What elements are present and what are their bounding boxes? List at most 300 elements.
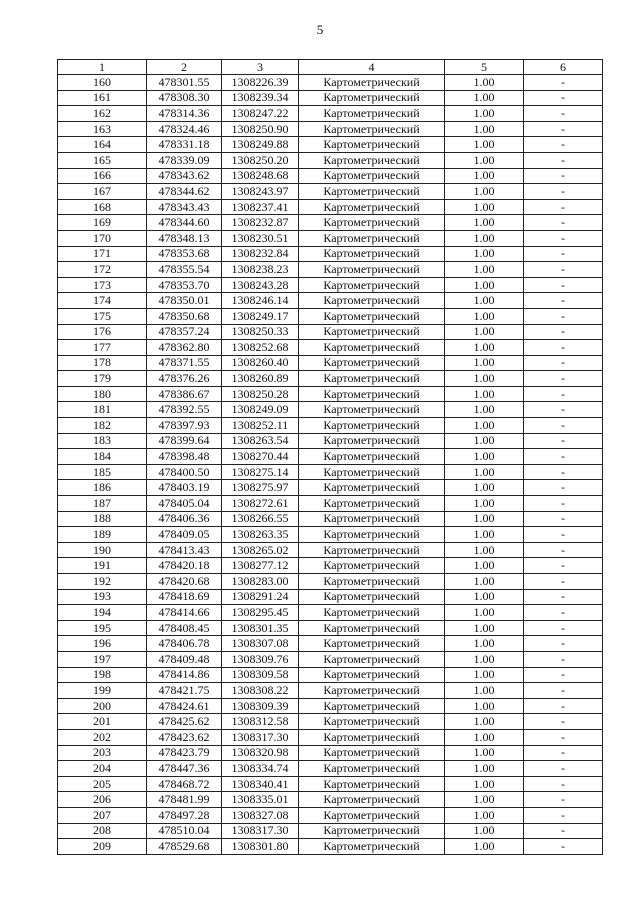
note-cell: - [524, 527, 603, 543]
point-number-cell: 191 [58, 558, 147, 574]
x-coordinate-cell: 478308.30 [147, 90, 222, 106]
point-number-cell: 206 [58, 792, 147, 808]
x-coordinate-cell: 478324.46 [147, 121, 222, 137]
accuracy-cell: 1.00 [445, 745, 524, 761]
note-cell: - [524, 168, 603, 184]
accuracy-cell: 1.00 [445, 792, 524, 808]
note-cell: - [524, 152, 603, 168]
point-number-cell: 207 [58, 807, 147, 823]
note-cell: - [524, 230, 603, 246]
method-cell: Картометрический [299, 839, 445, 855]
point-number-cell: 189 [58, 527, 147, 543]
method-cell: Картометрический [299, 589, 445, 605]
y-coordinate-cell: 1308320.98 [222, 745, 299, 761]
x-coordinate-cell: 478423.79 [147, 745, 222, 761]
point-number-cell: 180 [58, 386, 147, 402]
table-row [58, 683, 603, 699]
table-row [58, 496, 603, 512]
column-header: 2 [147, 60, 222, 75]
note-cell: - [524, 90, 603, 106]
method-cell: Картометрический [299, 745, 445, 761]
note-cell: - [524, 558, 603, 574]
table-row [58, 90, 603, 106]
accuracy-cell: 1.00 [445, 386, 524, 402]
point-number-cell: 177 [58, 340, 147, 356]
table-row [58, 262, 603, 278]
x-coordinate-cell: 478343.43 [147, 199, 222, 215]
point-number-cell: 175 [58, 308, 147, 324]
method-cell: Картометрический [299, 574, 445, 590]
y-coordinate-cell: 1308307.08 [222, 636, 299, 652]
method-cell: Картометрический [299, 168, 445, 184]
method-cell: Картометрический [299, 761, 445, 777]
point-number-cell: 179 [58, 371, 147, 387]
method-cell: Картометрический [299, 823, 445, 839]
accuracy-cell: 1.00 [445, 651, 524, 667]
accuracy-cell: 1.00 [445, 75, 524, 91]
point-number-cell: 186 [58, 480, 147, 496]
y-coordinate-cell: 1308226.39 [222, 75, 299, 91]
method-cell: Картометрический [299, 542, 445, 558]
method-cell: Картометрический [299, 792, 445, 808]
y-coordinate-cell: 1308243.97 [222, 184, 299, 200]
note-cell: - [524, 698, 603, 714]
y-coordinate-cell: 1308247.22 [222, 106, 299, 122]
table-row [58, 776, 603, 792]
method-cell: Картометрический [299, 807, 445, 823]
note-cell: - [524, 246, 603, 262]
y-coordinate-cell: 1308309.76 [222, 651, 299, 667]
note-cell: - [524, 137, 603, 153]
x-coordinate-cell: 478350.68 [147, 308, 222, 324]
y-coordinate-cell: 1308308.22 [222, 683, 299, 699]
table-row [58, 371, 603, 387]
accuracy-cell: 1.00 [445, 355, 524, 371]
y-coordinate-cell: 1308277.12 [222, 558, 299, 574]
accuracy-cell: 1.00 [445, 168, 524, 184]
accuracy-cell: 1.00 [445, 574, 524, 590]
table-row [58, 620, 603, 636]
accuracy-cell: 1.00 [445, 698, 524, 714]
point-number-cell: 183 [58, 433, 147, 449]
table-row [58, 152, 603, 168]
accuracy-cell: 1.00 [445, 636, 524, 652]
y-coordinate-cell: 1308248.68 [222, 168, 299, 184]
x-coordinate-cell: 478468.72 [147, 776, 222, 792]
y-coordinate-cell: 1308260.40 [222, 355, 299, 371]
note-cell: - [524, 636, 603, 652]
method-cell: Картометрический [299, 75, 445, 91]
y-coordinate-cell: 1308291.24 [222, 589, 299, 605]
point-number-cell: 192 [58, 574, 147, 590]
note-cell: - [524, 714, 603, 730]
accuracy-cell: 1.00 [445, 293, 524, 309]
method-cell: Картометрический [299, 230, 445, 246]
y-coordinate-cell: 1308309.58 [222, 667, 299, 683]
method-cell: Картометрический [299, 620, 445, 636]
note-cell: - [524, 121, 603, 137]
page-number: 5 [316, 22, 324, 37]
point-number-cell: 188 [58, 511, 147, 527]
table-row [58, 277, 603, 293]
note-cell: - [524, 418, 603, 434]
y-coordinate-cell: 1308250.20 [222, 152, 299, 168]
accuracy-cell: 1.00 [445, 776, 524, 792]
note-cell: - [524, 277, 603, 293]
y-coordinate-cell: 1308317.30 [222, 729, 299, 745]
note-cell: - [524, 729, 603, 745]
note-cell: - [524, 449, 603, 465]
point-number-cell: 197 [58, 651, 147, 667]
point-number-cell: 201 [58, 714, 147, 730]
coordinates-table [57, 59, 603, 855]
point-number-cell: 173 [58, 277, 147, 293]
accuracy-cell: 1.00 [445, 121, 524, 137]
table-row [58, 714, 603, 730]
table-row [58, 418, 603, 434]
method-cell: Картометрический [299, 667, 445, 683]
y-coordinate-cell: 1308252.68 [222, 340, 299, 356]
point-number-cell: 162 [58, 106, 147, 122]
y-coordinate-cell: 1308301.35 [222, 620, 299, 636]
y-coordinate-cell: 1308327.08 [222, 807, 299, 823]
x-coordinate-cell: 478386.67 [147, 386, 222, 402]
accuracy-cell: 1.00 [445, 605, 524, 621]
point-number-cell: 181 [58, 402, 147, 418]
accuracy-cell: 1.00 [445, 823, 524, 839]
method-cell: Картометрический [299, 246, 445, 262]
note-cell: - [524, 355, 603, 371]
table-row [58, 792, 603, 808]
accuracy-cell: 1.00 [445, 106, 524, 122]
method-cell: Картометрический [299, 355, 445, 371]
y-coordinate-cell: 1308340.41 [222, 776, 299, 792]
y-coordinate-cell: 1308275.97 [222, 480, 299, 496]
note-cell: - [524, 199, 603, 215]
x-coordinate-cell: 478420.68 [147, 574, 222, 590]
point-number-cell: 204 [58, 761, 147, 777]
x-coordinate-cell: 478510.04 [147, 823, 222, 839]
point-number-cell: 196 [58, 636, 147, 652]
method-cell: Картометрический [299, 729, 445, 745]
method-cell: Картометрический [299, 137, 445, 153]
point-number-cell: 185 [58, 464, 147, 480]
method-cell: Картометрический [299, 480, 445, 496]
point-number-cell: 198 [58, 667, 147, 683]
method-cell: Картометрический [299, 152, 445, 168]
note-cell: - [524, 386, 603, 402]
accuracy-cell: 1.00 [445, 215, 524, 231]
x-coordinate-cell: 478343.62 [147, 168, 222, 184]
table-row [58, 807, 603, 823]
accuracy-cell: 1.00 [445, 464, 524, 480]
table-row [58, 667, 603, 683]
method-cell: Картометрический [299, 558, 445, 574]
x-coordinate-cell: 478400.50 [147, 464, 222, 480]
x-coordinate-cell: 478339.09 [147, 152, 222, 168]
table-row [58, 527, 603, 543]
accuracy-cell: 1.00 [445, 246, 524, 262]
note-cell: - [524, 293, 603, 309]
point-number-cell: 195 [58, 620, 147, 636]
x-coordinate-cell: 478301.55 [147, 75, 222, 91]
y-coordinate-cell: 1308238.23 [222, 262, 299, 278]
accuracy-cell: 1.00 [445, 667, 524, 683]
note-cell: - [524, 792, 603, 808]
accuracy-cell: 1.00 [445, 449, 524, 465]
note-cell: - [524, 605, 603, 621]
method-cell: Картометрический [299, 215, 445, 231]
table-row [58, 605, 603, 621]
point-number-cell: 199 [58, 683, 147, 699]
method-cell: Картометрический [299, 651, 445, 667]
accuracy-cell: 1.00 [445, 418, 524, 434]
point-number-cell: 182 [58, 418, 147, 434]
x-coordinate-cell: 478398.48 [147, 449, 222, 465]
method-cell: Картометрический [299, 293, 445, 309]
x-coordinate-cell: 478409.05 [147, 527, 222, 543]
x-coordinate-cell: 478403.19 [147, 480, 222, 496]
y-coordinate-cell: 1308232.84 [222, 246, 299, 262]
y-coordinate-cell: 1308301.80 [222, 839, 299, 855]
note-cell: - [524, 308, 603, 324]
column-header: 1 [58, 60, 147, 75]
point-number-cell: 169 [58, 215, 147, 231]
table-row [58, 651, 603, 667]
y-coordinate-cell: 1308250.33 [222, 324, 299, 340]
table-row [58, 542, 603, 558]
accuracy-cell: 1.00 [445, 262, 524, 278]
table-row [58, 308, 603, 324]
note-cell: - [524, 433, 603, 449]
method-cell: Картометрический [299, 683, 445, 699]
table-body [58, 75, 603, 855]
point-number-cell: 176 [58, 324, 147, 340]
note-cell: - [524, 371, 603, 387]
method-cell: Картометрический [299, 433, 445, 449]
note-cell: - [524, 215, 603, 231]
column-header: 4 [299, 60, 445, 75]
method-cell: Картометрический [299, 199, 445, 215]
note-cell: - [524, 184, 603, 200]
table-row [58, 199, 603, 215]
method-cell: Картометрический [299, 449, 445, 465]
table-header-row [58, 60, 603, 75]
point-number-cell: 187 [58, 496, 147, 512]
method-cell: Картометрический [299, 340, 445, 356]
table-row [58, 75, 603, 91]
y-coordinate-cell: 1308237.41 [222, 199, 299, 215]
x-coordinate-cell: 478348.13 [147, 230, 222, 246]
table-row [58, 168, 603, 184]
y-coordinate-cell: 1308334.74 [222, 761, 299, 777]
method-cell: Картометрический [299, 184, 445, 200]
accuracy-cell: 1.00 [445, 340, 524, 356]
method-cell: Картометрический [299, 464, 445, 480]
table-row [58, 745, 603, 761]
method-cell: Картометрический [299, 527, 445, 543]
point-number-cell: 178 [58, 355, 147, 371]
table-row [58, 574, 603, 590]
note-cell: - [524, 324, 603, 340]
accuracy-cell: 1.00 [445, 277, 524, 293]
y-coordinate-cell: 1308283.00 [222, 574, 299, 590]
y-coordinate-cell: 1308239.34 [222, 90, 299, 106]
point-number-cell: 174 [58, 293, 147, 309]
note-cell: - [524, 776, 603, 792]
accuracy-cell: 1.00 [445, 90, 524, 106]
method-cell: Картометрический [299, 714, 445, 730]
y-coordinate-cell: 1308249.88 [222, 137, 299, 153]
x-coordinate-cell: 478397.93 [147, 418, 222, 434]
point-number-cell: 208 [58, 823, 147, 839]
accuracy-cell: 1.00 [445, 558, 524, 574]
accuracy-cell: 1.00 [445, 714, 524, 730]
note-cell: - [524, 496, 603, 512]
table-row [58, 761, 603, 777]
x-coordinate-cell: 478406.78 [147, 636, 222, 652]
point-number-cell: 170 [58, 230, 147, 246]
table-row [58, 823, 603, 839]
x-coordinate-cell: 478420.18 [147, 558, 222, 574]
point-number-cell: 161 [58, 90, 147, 106]
note-cell: - [524, 574, 603, 590]
y-coordinate-cell: 1308312.58 [222, 714, 299, 730]
method-cell: Картометрический [299, 636, 445, 652]
table-row [58, 184, 603, 200]
note-cell: - [524, 651, 603, 667]
point-number-cell: 209 [58, 839, 147, 855]
y-coordinate-cell: 1308265.02 [222, 542, 299, 558]
table-row [58, 636, 603, 652]
y-coordinate-cell: 1308263.35 [222, 527, 299, 543]
table-row [58, 386, 603, 402]
table-row [58, 230, 603, 246]
table-row [58, 433, 603, 449]
note-cell: - [524, 464, 603, 480]
table-row [58, 839, 603, 855]
method-cell: Картометрический [299, 496, 445, 512]
accuracy-cell: 1.00 [445, 184, 524, 200]
accuracy-cell: 1.00 [445, 308, 524, 324]
table-row [58, 324, 603, 340]
table-row [58, 511, 603, 527]
table-row [58, 121, 603, 137]
method-cell: Картометрический [299, 402, 445, 418]
x-coordinate-cell: 478314.36 [147, 106, 222, 122]
point-number-cell: 160 [58, 75, 147, 91]
x-coordinate-cell: 478406.36 [147, 511, 222, 527]
note-cell: - [524, 75, 603, 91]
x-coordinate-cell: 478414.86 [147, 667, 222, 683]
table-row [58, 215, 603, 231]
accuracy-cell: 1.00 [445, 152, 524, 168]
accuracy-cell: 1.00 [445, 542, 524, 558]
table-row [58, 340, 603, 356]
y-coordinate-cell: 1308243.28 [222, 277, 299, 293]
point-number-cell: 194 [58, 605, 147, 621]
x-coordinate-cell: 478409.48 [147, 651, 222, 667]
point-number-cell: 203 [58, 745, 147, 761]
accuracy-cell: 1.00 [445, 729, 524, 745]
y-coordinate-cell: 1308295.45 [222, 605, 299, 621]
point-number-cell: 202 [58, 729, 147, 745]
y-coordinate-cell: 1308272.61 [222, 496, 299, 512]
accuracy-cell: 1.00 [445, 807, 524, 823]
point-number-cell: 200 [58, 698, 147, 714]
note-cell: - [524, 106, 603, 122]
method-cell: Картометрический [299, 121, 445, 137]
y-coordinate-cell: 1308249.17 [222, 308, 299, 324]
point-number-cell: 172 [58, 262, 147, 278]
method-cell: Картометрический [299, 277, 445, 293]
x-coordinate-cell: 478331.18 [147, 137, 222, 153]
accuracy-cell: 1.00 [445, 324, 524, 340]
y-coordinate-cell: 1308270.44 [222, 449, 299, 465]
note-cell: - [524, 542, 603, 558]
point-number-cell: 184 [58, 449, 147, 465]
y-coordinate-cell: 1308230.51 [222, 230, 299, 246]
x-coordinate-cell: 478408.45 [147, 620, 222, 636]
accuracy-cell: 1.00 [445, 620, 524, 636]
column-header: 3 [222, 60, 299, 75]
method-cell: Картометрический [299, 605, 445, 621]
note-cell: - [524, 262, 603, 278]
accuracy-cell: 1.00 [445, 496, 524, 512]
column-header: 5 [445, 60, 524, 75]
table-row [58, 464, 603, 480]
accuracy-cell: 1.00 [445, 683, 524, 699]
table-row [58, 589, 603, 605]
method-cell: Картометрический [299, 308, 445, 324]
note-cell: - [524, 667, 603, 683]
note-cell: - [524, 745, 603, 761]
accuracy-cell: 1.00 [445, 761, 524, 777]
point-number-cell: 205 [58, 776, 147, 792]
method-cell: Картометрический [299, 90, 445, 106]
table-row [58, 402, 603, 418]
point-number-cell: 168 [58, 199, 147, 215]
point-number-cell: 190 [58, 542, 147, 558]
x-coordinate-cell: 478529.68 [147, 839, 222, 855]
note-cell: - [524, 807, 603, 823]
note-cell: - [524, 340, 603, 356]
table-row [58, 293, 603, 309]
table-row [58, 355, 603, 371]
x-coordinate-cell: 478376.26 [147, 371, 222, 387]
accuracy-cell: 1.00 [445, 589, 524, 605]
method-cell: Картометрический [299, 698, 445, 714]
note-cell: - [524, 620, 603, 636]
x-coordinate-cell: 478423.62 [147, 729, 222, 745]
method-cell: Картометрический [299, 324, 445, 340]
x-coordinate-cell: 478447.36 [147, 761, 222, 777]
point-number-cell: 163 [58, 121, 147, 137]
method-cell: Картометрический [299, 386, 445, 402]
accuracy-cell: 1.00 [445, 137, 524, 153]
y-coordinate-cell: 1308246.14 [222, 293, 299, 309]
table-row [58, 246, 603, 262]
note-cell: - [524, 683, 603, 699]
x-coordinate-cell: 478421.75 [147, 683, 222, 699]
method-cell: Картометрический [299, 262, 445, 278]
x-coordinate-cell: 478413.43 [147, 542, 222, 558]
x-coordinate-cell: 478362.80 [147, 340, 222, 356]
method-cell: Картометрический [299, 511, 445, 527]
x-coordinate-cell: 478344.60 [147, 215, 222, 231]
note-cell: - [524, 480, 603, 496]
y-coordinate-cell: 1308335.01 [222, 792, 299, 808]
